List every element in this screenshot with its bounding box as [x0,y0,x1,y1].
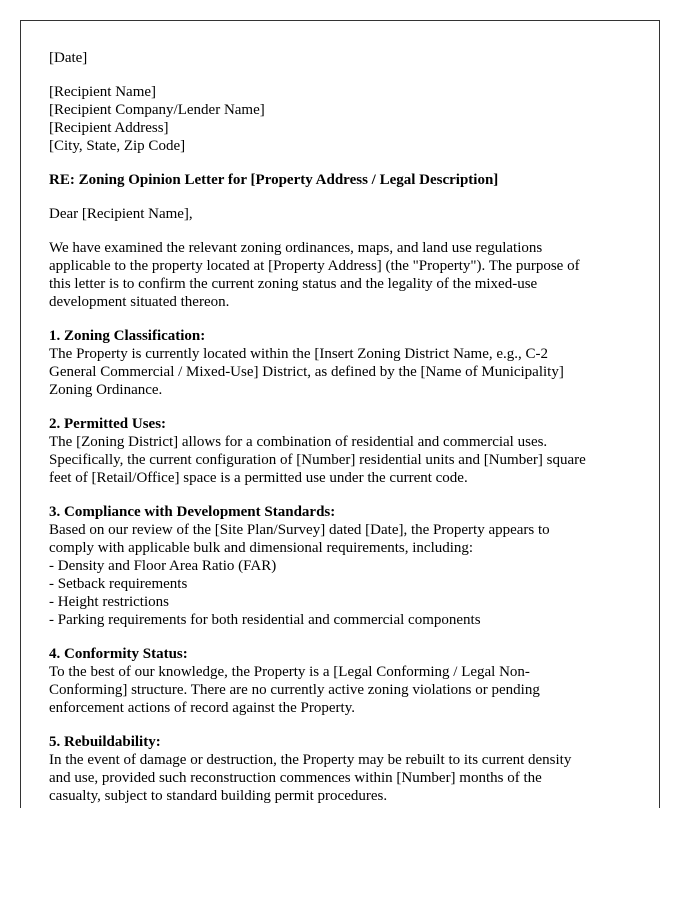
section-rebuildability [49,733,639,805]
section-permitted-uses [49,415,639,487]
section-body: The Property is currently located within the [Insert Zoning District Name, e.g., C-2 General Commercial / Mixed-Use] District, as defined by the [Name of Municipality] Zoning Ordinance. [49,346,564,398]
section-body: Based on our review of the [Site Plan/Survey] dated [Date], the Property appears to comply with applicable bulk and dimensional requirements, including: - Density and Floor Area Ratio (FAR) - Setback requirements - Height restrictions - Parking requirements for both residential and commercial components [49,522,550,628]
section-heading: 2. Permitted Uses: [49,416,167,432]
section-body: In the event of damage or destruction, the Property may be rebuilt to its current density and use, provided such reconstruction commences within [Number] months of the casualty, subject to standard building permit procedures. [49,752,572,804]
section-heading: 5. Rebuildability: [49,734,161,750]
section-conformity-status [49,645,639,717]
letter-page [20,20,660,808]
section-heading: 4. Conformity Status: [49,646,188,662]
section-heading: 1. Zoning Classification: [49,328,206,344]
section-zoning-classification [49,327,639,399]
intro-paragraph: We have examined the relevant zoning ordinances, maps, and land use regulations applicable to the property located at [Property Address] (the "Property"). The purpose of this letter is to confirm the current zoning status and the legality of the mixed-use development situated thereon. [49,240,580,310]
section-body: The [Zoning District] allows for a combination of residential and commercial uses. Specifically, the current configuration of [Number] residential units and [Number] square feet of [Retail/Office] space is a permitted use under the current code. [49,434,586,486]
letter-date: [Date] [49,50,88,66]
section-development-standards [49,503,639,629]
section-body: To the best of our knowledge, the Property is a [Legal Conforming / Legal Non- Conforming] structure. There are no currently active zoning violations or pending enforcement actions of record against the Property. [49,664,540,716]
salutation: Dear [Recipient Name], [49,206,193,222]
subject-line: RE: Zoning Opinion Letter for [Property Address / Legal Description] [49,172,499,188]
recipient-block: [Recipient Name] [Recipient Company/Lender Name] [Recipient Address] [City, State, Zip Code] [49,84,265,154]
section-heading: 3. Compliance with Development Standards: [49,504,336,520]
